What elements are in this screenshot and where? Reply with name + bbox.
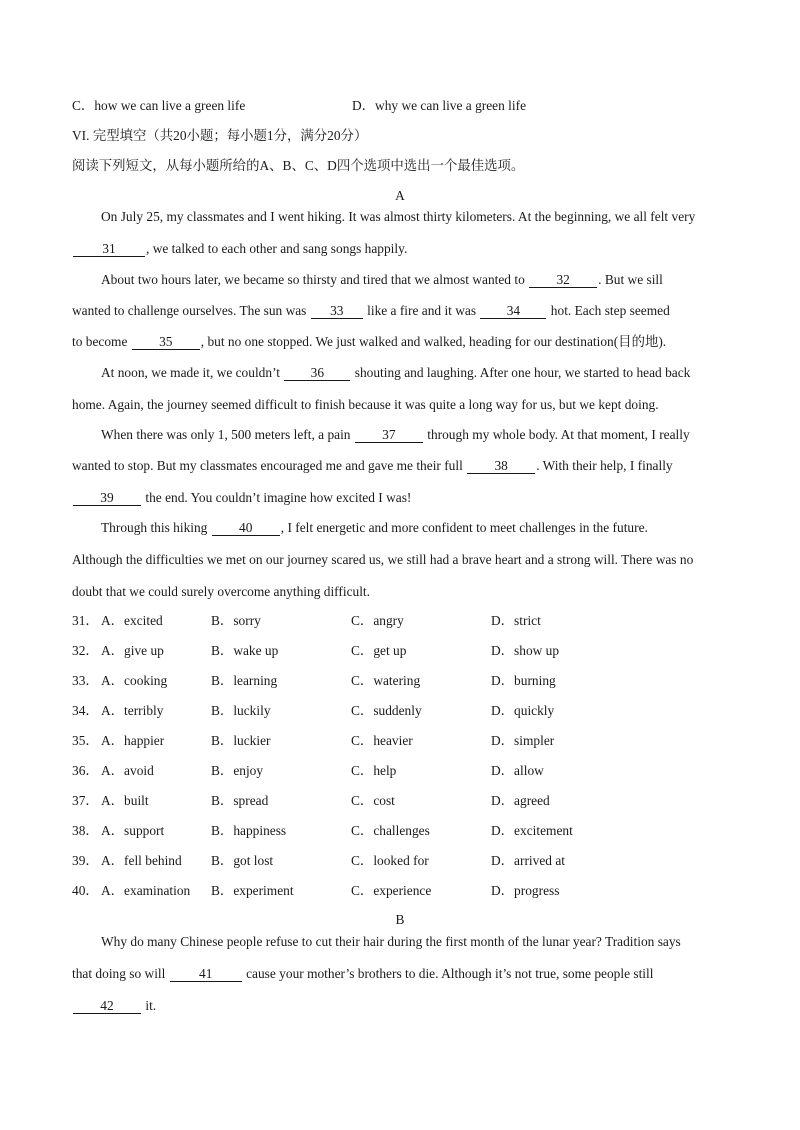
passage-b-line1: Why do many Chinese people refuse to cut their hair during the first month of the lunar year? Tradition says — [101, 934, 681, 949]
passage-a-p5-line2: Although the difficulties we met on our journey scared us, we still had a brave heart and a strong will. There was no — [72, 552, 694, 567]
option-d: D．agreed — [491, 793, 550, 808]
question-number: 40． — [72, 883, 99, 898]
passage-a-label: A — [395, 188, 405, 203]
passage-text: wanted to stop. But my classmates encouraged me and gave me their full — [72, 458, 463, 473]
option-c: C．watering — [351, 673, 421, 688]
passage-a-p2-line2 — [72, 302, 670, 320]
option-a: A．happier — [101, 733, 165, 748]
option-d: D．progress — [491, 883, 560, 898]
passage-text: shouting and laughing. After one hour, we started to head back — [354, 365, 691, 380]
option-c: C．experience — [351, 883, 432, 898]
option-c: C．heavier — [351, 733, 413, 748]
passage-a-p5-line1 — [101, 519, 648, 537]
option-b: B．wake up — [211, 643, 279, 658]
question-number: 35． — [72, 733, 99, 748]
passage-text: to become — [72, 334, 128, 349]
option-d: D．quickly — [491, 703, 555, 718]
passage-b-label: B — [395, 912, 405, 927]
option-a: A．fell behind — [101, 853, 182, 868]
passage-text: Through this hiking — [101, 520, 208, 535]
option-d: D．strict — [491, 613, 541, 628]
option-c: C．cost — [351, 793, 395, 808]
option-a: A．cooking — [101, 673, 168, 688]
passage-a-p4-line2 — [72, 457, 673, 475]
option-c: C．get up — [351, 643, 407, 658]
option-b: B．luckier — [211, 733, 271, 748]
option-b: B．learning — [211, 673, 278, 688]
question-number: 34． — [72, 703, 99, 718]
blank-32: 32 — [529, 272, 597, 288]
passage-text: it. — [145, 998, 157, 1013]
passage-text: About two hours later, we became so thirsty and tired that we almost wanted to — [101, 272, 525, 287]
blank-31: 31 — [73, 241, 145, 257]
option-d: D．burning — [491, 673, 556, 688]
section-title: VI. 完型填空（共20小题；每小题1分，满分20分） — [72, 128, 368, 143]
passage-text: , we talked to each other and sang songs happily. — [146, 241, 408, 256]
blank-34: 34 — [480, 303, 546, 319]
option-a: A．give up — [101, 643, 164, 658]
passage-a-p4-line1 — [101, 426, 690, 444]
option-c: C．looked for — [351, 853, 429, 868]
question-number: 33． — [72, 673, 99, 688]
passage-b-line3 — [72, 997, 156, 1015]
passage-text: , I felt energetic and more confident to meet challenges in the future. — [280, 520, 648, 535]
option-d: D．show up — [491, 643, 560, 658]
passage-text: that doing so will — [72, 966, 166, 981]
passage-text: hot. Each step seemed — [550, 303, 670, 318]
passage-text: like a fire and it was — [367, 303, 477, 318]
passage-a-p3-line1 — [101, 364, 690, 382]
option-b: B．enjoy — [211, 763, 264, 778]
question-number: 37． — [72, 793, 99, 808]
option-a: A．built — [101, 793, 149, 808]
blank-39: 39 — [73, 490, 141, 506]
passage-text: cause your mother’s brothers to die. Although it’s not true, some people still — [246, 966, 654, 981]
question-number: 36． — [72, 763, 99, 778]
passage-text: through my whole body. At that moment, I really — [427, 427, 690, 442]
passage-a-p4-line3 — [72, 489, 411, 507]
option-b: B．got lost — [211, 853, 274, 868]
blank-35: 35 — [132, 334, 200, 350]
option-c: C．suddenly — [351, 703, 422, 718]
option-b: B．luckily — [211, 703, 271, 718]
option-a: A．terribly — [101, 703, 164, 718]
option-d: D．excitement — [491, 823, 573, 838]
option-b: B．spread — [211, 793, 269, 808]
option-a: A．excited — [101, 613, 163, 628]
passage-a-p2-line1 — [101, 271, 663, 289]
blank-40: 40 — [212, 520, 280, 536]
passage-b-line2 — [72, 965, 653, 983]
blank-33: 33 — [311, 303, 363, 319]
passage-a-p1-line2 — [72, 240, 407, 258]
question-number: 31． — [72, 613, 99, 628]
passage-text: . But we sill — [598, 272, 663, 287]
blank-38: 38 — [467, 458, 535, 474]
option-d: D．arrived at — [491, 853, 565, 868]
question-number: 39． — [72, 853, 99, 868]
passage-text: When there was only 1, 500 meters left, a pain — [101, 427, 351, 442]
prev-option-c: C．how we can live a green life — [72, 98, 246, 113]
option-a: A．avoid — [101, 763, 154, 778]
blank-37: 37 — [355, 427, 423, 443]
option-d: D．allow — [491, 763, 544, 778]
blank-41: 41 — [170, 966, 242, 982]
passage-text: At noon, we made it, we couldn’t — [101, 365, 281, 380]
option-c: C．angry — [351, 613, 404, 628]
option-d: D．simpler — [491, 733, 555, 748]
passage-a-p2-line3 — [72, 333, 666, 351]
option-c: C．challenges — [351, 823, 430, 838]
passage-a-p3-line2: home. Again, the journey seemed difficult to finish because it was quite a long way for us, but we kept doing. — [72, 397, 659, 412]
option-b: B．experiment — [211, 883, 294, 898]
blank-36: 36 — [284, 365, 350, 381]
passage-a-p5-line3: doubt that we could surely overcome anything difficult. — [72, 584, 370, 599]
passage-text: , but no one stopped. We just walked and walked, heading for our destination(目的地). — [200, 334, 667, 349]
question-number: 38． — [72, 823, 99, 838]
passage-text: wanted to challenge ourselves. The sun was — [72, 303, 307, 318]
passage-text: the end. You couldn’t imagine how excited I was! — [145, 490, 412, 505]
question-number: 32． — [72, 643, 99, 658]
prev-option-d: D．why we can live a green life — [352, 98, 527, 113]
option-b: B．sorry — [211, 613, 261, 628]
option-a: A．support — [101, 823, 165, 838]
option-a: A．examination — [101, 883, 191, 898]
section-instruction: 阅读下列短文，从每小题所给的A、B、C、D四个选项中选出一个最佳选项。 — [72, 158, 525, 173]
option-c: C．help — [351, 763, 397, 778]
option-b: B．happiness — [211, 823, 287, 838]
blank-42: 42 — [73, 998, 141, 1014]
passage-text: . With their help, I finally — [536, 458, 673, 473]
passage-a-p1-line1: On July 25, my classmates and I went hiking. It was almost thirty kilometers. At the beginning, we all felt very — [101, 209, 696, 224]
